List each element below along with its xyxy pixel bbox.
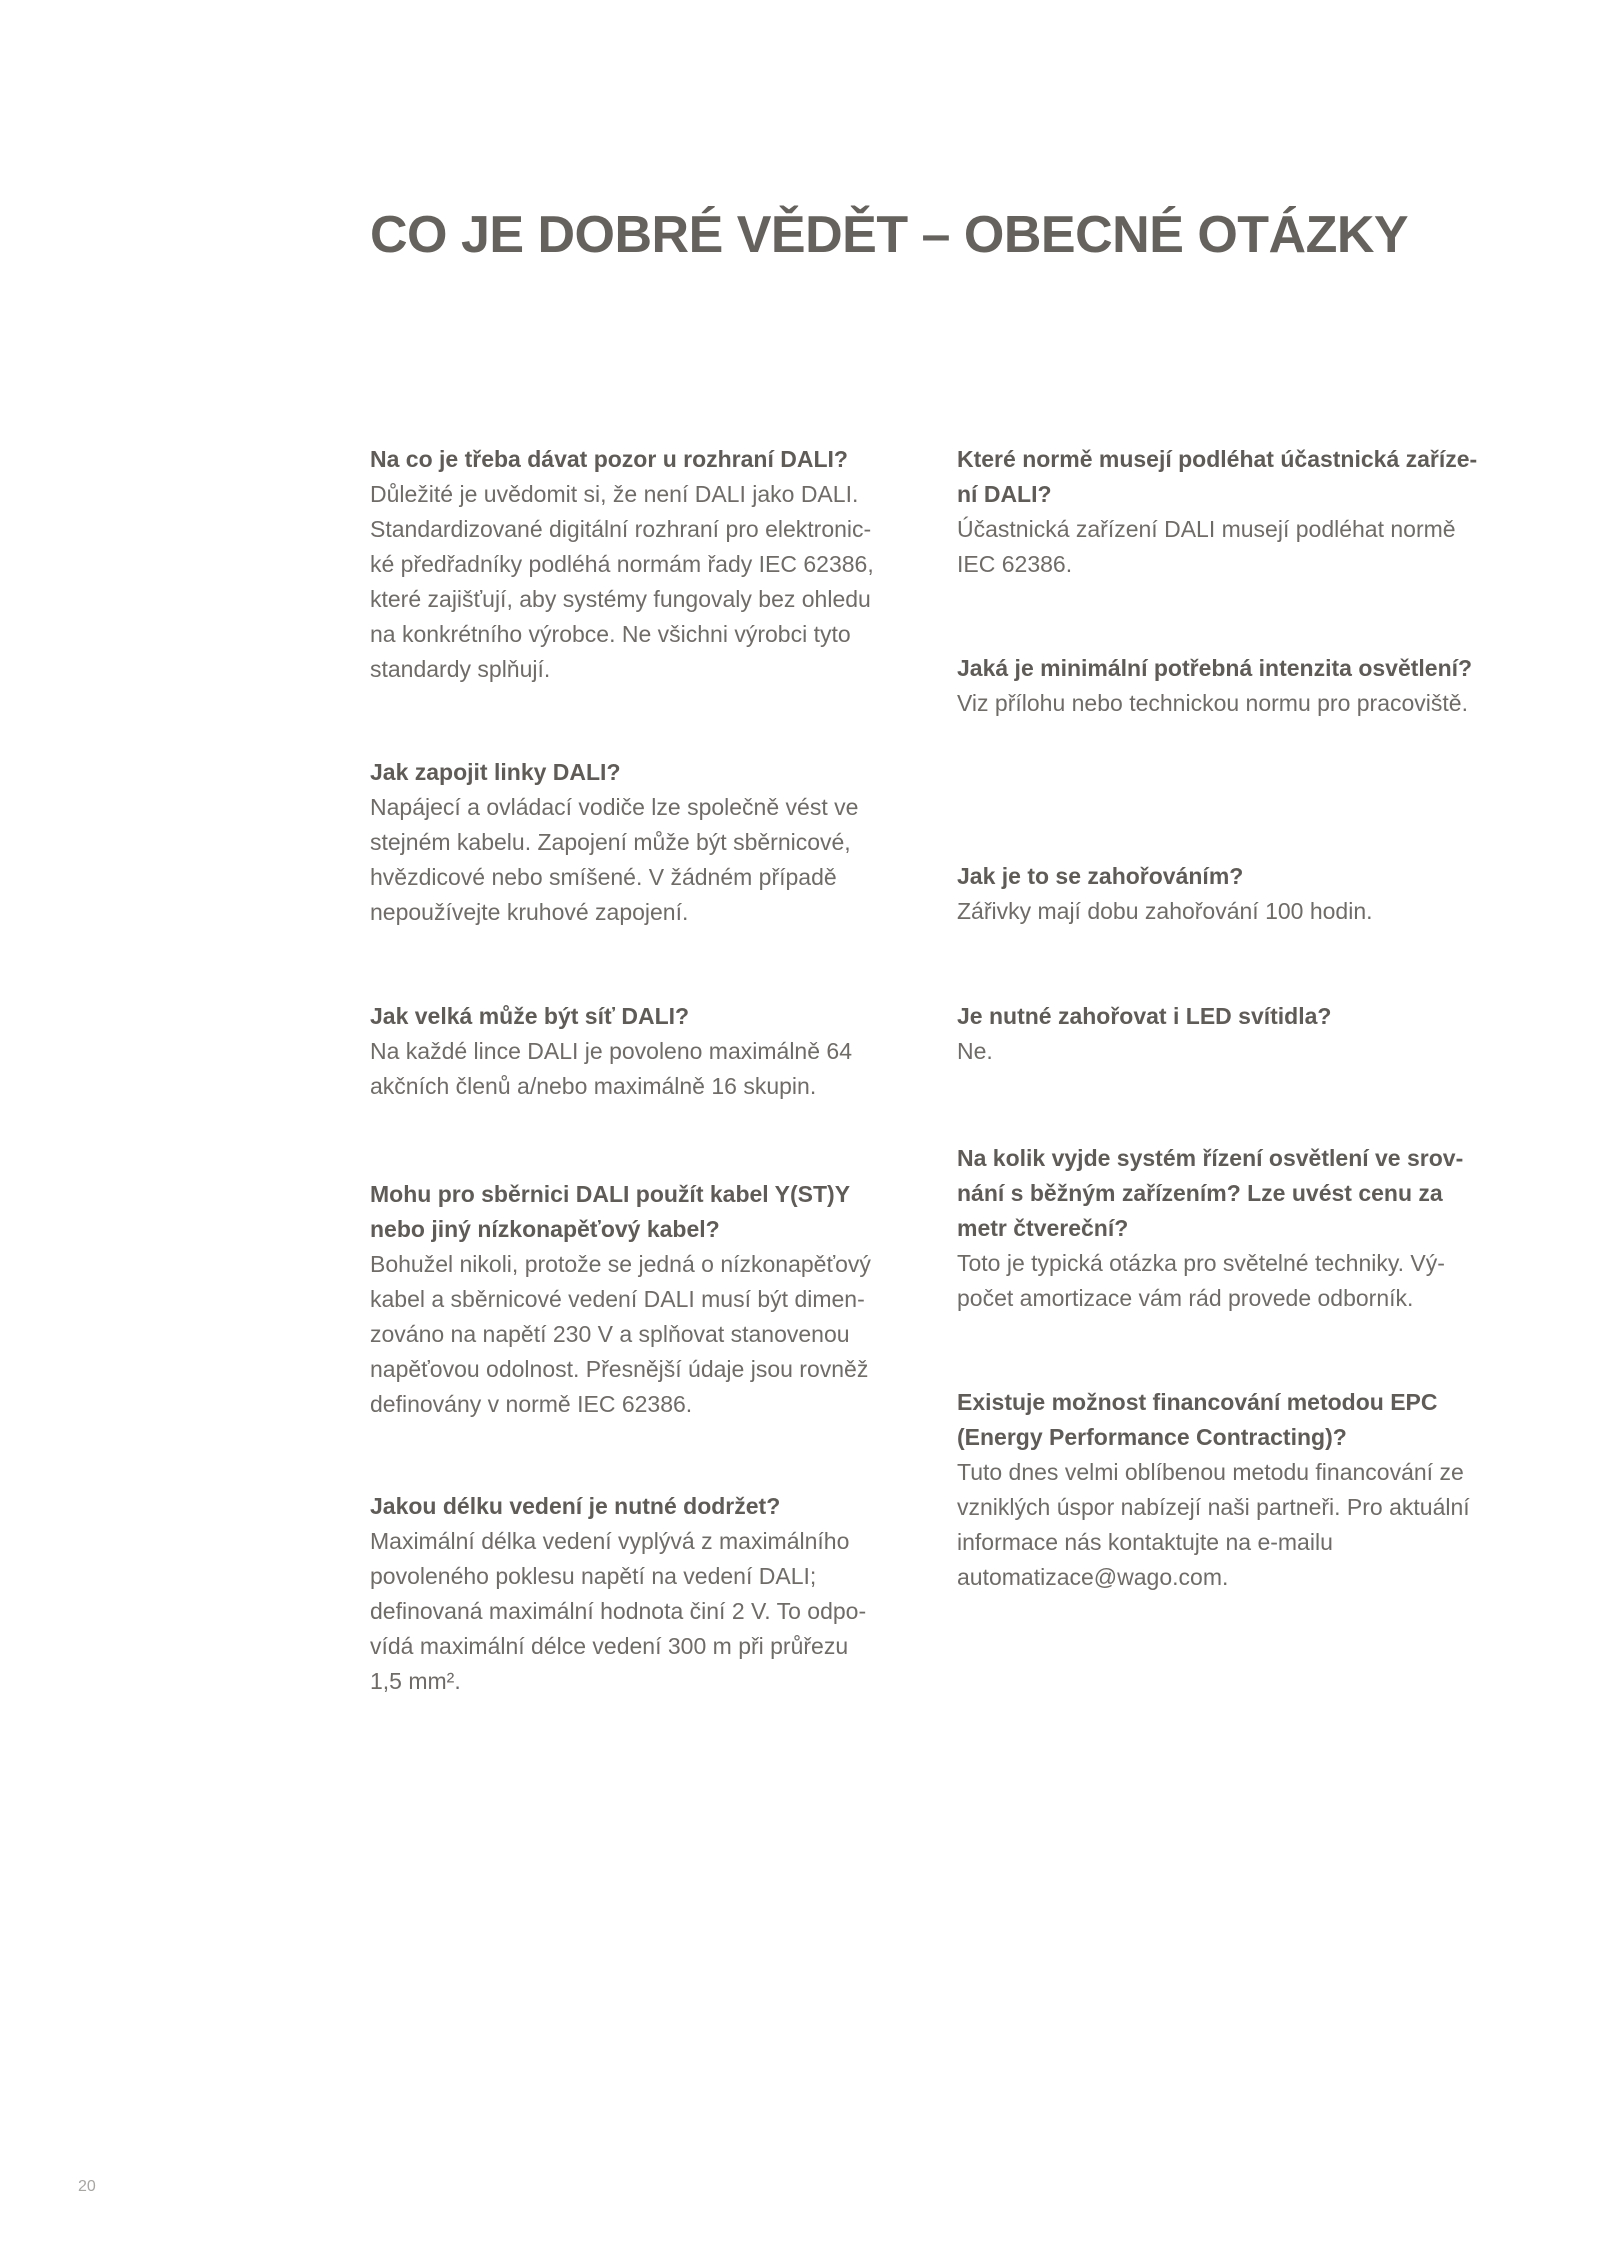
faq-item [370,999,950,1104]
faq-answer-line: standardy splňují. [370,656,551,682]
faq-question-line: Existuje možnost financování metodou EPC [957,1389,1438,1415]
faq-answer-line: Maximální délka vedení vyplývá z maximálního [370,1528,850,1554]
faq-question-line: Jak zapojit linky DALI? [370,759,621,785]
faq-answer-line: definovány v normě IEC 62386. [370,1391,693,1417]
faq-item [370,1177,950,1422]
faq-item [957,1385,1537,1595]
faq-answer-line: Na každé lince DALI je povoleno maximálně 64 [370,1038,852,1064]
faq-question-line: Na co je třeba dávat pozor u rozhraní DALI? [370,446,848,472]
faq-question-line: nebo jiný nízkonapěťový kabel? [370,1216,720,1242]
faq-answer-line: automatizace@wago.com. [957,1564,1229,1590]
faq-question-line: metr čtvereční? [957,1215,1129,1241]
faq-answer-line: informace nás kontaktujte na e-mailu [957,1529,1333,1555]
faq-answer-line: Toto je typická otázka pro světelné techniky. Vý- [957,1250,1445,1276]
faq-answer-line: vzniklých úspor nabízejí naši partneři. Pro aktuální [957,1494,1470,1520]
faq-question-line: Jakou délku vedení je nutné dodržet? [370,1493,781,1519]
faq-answer-line: vídá maximální délce vedení 300 m při průřezu [370,1633,849,1659]
faq-item [370,1489,950,1699]
faq-answer-line: Ne. [957,1038,993,1064]
faq-answer-line: Tuto dnes velmi oblíbenou metodu financování ze [957,1459,1464,1485]
faq-answer-line: Viz přílohu nebo technickou normu pro pracoviště. [957,690,1468,716]
faq-question-line: (Energy Performance Contracting)? [957,1424,1347,1450]
page-number: 20 [78,2178,96,2195]
faq-answer-line: Důležité je uvědomit si, že není DALI jako DALI. [370,481,859,507]
faq-answer-line: zováno na napětí 230 V a splňovat stanovenou [370,1321,850,1347]
faq-item [370,442,950,687]
faq-answer-line: na konkrétního výrobce. Ne všichni výrobci tyto [370,621,851,647]
faq-answer-line: počet amortizace vám rád provede odborník. [957,1285,1414,1311]
faq-item [957,859,1537,929]
faq-answer-line: Bohužel nikoli, protože se jedná o nízkonapěťový [370,1251,871,1277]
faq-item [370,755,950,930]
faq-question-line: Které normě musejí podléhat účastnická zaříze- [957,446,1478,472]
faq-item [957,999,1537,1069]
faq-question-line: Mohu pro sběrnici DALI použít kabel Y(ST)Y [370,1181,851,1207]
faq-answer-line: ké předřadníky podléhá normám řady IEC 62386, [370,551,874,577]
faq-question-line: Jak velká může být síť DALI? [370,1003,690,1029]
faq-answer-line: Napájecí a ovládací vodiče lze společně vést ve [370,794,859,820]
faq-question-line: Jaká je minimální potřebná intenzita osvětlení? [957,655,1473,681]
faq-answer-line: 1,5 mm². [370,1668,461,1694]
faq-question-line: Na kolik vyjde systém řízení osvětlení ve srov- [957,1145,1464,1171]
faq-item [957,651,1537,721]
faq-answer-line: stejném kabelu. Zapojení může být sběrnicové, [370,829,851,855]
faq-answer-line: nepoužívejte kruhové zapojení. [370,899,689,925]
faq-question-line: Je nutné zahořovat i LED svítidla? [957,1003,1332,1029]
faq-answer-line: kabel a sběrnicové vedení DALI musí být dimen- [370,1286,865,1312]
faq-item [957,1141,1537,1316]
faq-answer-line: povoleného poklesu napětí na vedení DALI; [370,1563,817,1589]
faq-answer-line: definovaná maximální hodnota činí 2 V. To odpo- [370,1598,867,1624]
faq-answer-line: které zajišťují, aby systémy fungovaly bez ohledu [370,586,871,612]
faq-answer-line: Zářivky mají dobu zahořování 100 hodin. [957,898,1373,924]
faq-answer-line: IEC 62386. [957,551,1073,577]
page-title: CO JE DOBRÉ VĚDĚT – OBECNÉ OTÁZKY [370,206,1409,264]
faq-answer-line: napěťovou odolnost. Přesnější údaje jsou rovněž [370,1356,869,1382]
faq-item [957,442,1537,582]
faq-question-line: ní DALI? [957,481,1052,507]
faq-answer-line: hvězdicové nebo smíšené. V žádném případě [370,864,837,890]
faq-question-line: nání s běžným zařízením? Lze uvést cenu za [957,1180,1443,1206]
faq-answer-line: Standardizované digitální rozhraní pro elektronic- [370,516,872,542]
faq-question-line: Jak je to se zahořováním? [957,863,1244,889]
faq-answer-line: akčních členů a/nebo maximálně 16 skupin. [370,1073,817,1099]
faq-answer-line: Účastnická zařízení DALI musejí podléhat normě [957,516,1456,542]
